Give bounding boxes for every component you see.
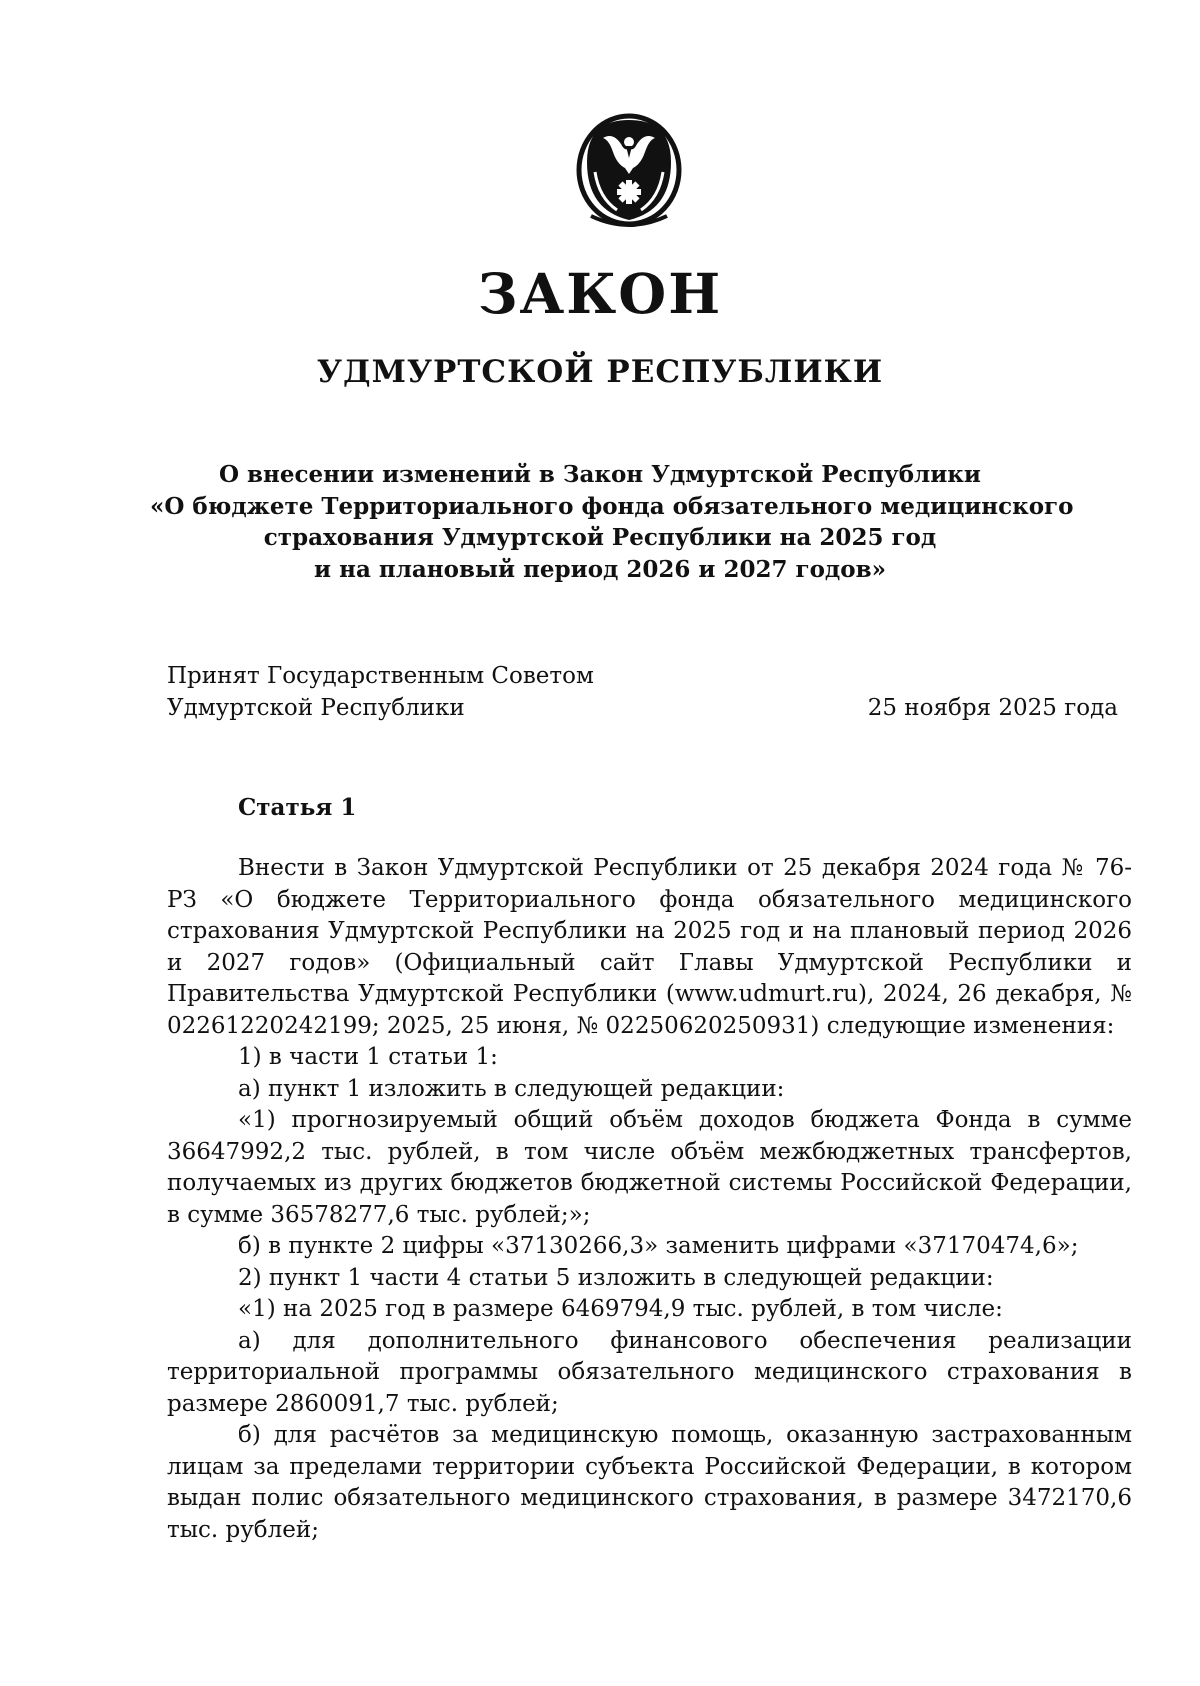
document-subtitle: УДМУРТСКОЙ РЕСПУБЛИКИ: [316, 354, 884, 390]
law-name-line: О внесении изменений в Закон Удмуртской Республики: [219, 461, 981, 488]
document-title: ЗАКОН: [477, 261, 723, 326]
paragraph: б) для расчётов за медицинскую помощь, оказанную застрахованным лицам за пределами территории субъекта Российской Федерации, в котором выдан полис обязательного медицинского страхования, в размере 3472170,6 тыс. рублей;: [167, 1422, 1132, 1543]
paragraph: «1) на 2025 год в размере 6469794,9 тыс. рублей, в том числе:: [238, 1296, 1003, 1322]
adopted-by-line: Удмуртской Республики: [167, 695, 465, 721]
article-heading: Статья 1: [238, 794, 357, 821]
coat-of-arms-icon: [573, 112, 685, 230]
law-name-line: страхования Удмуртской Республики на 2025 год: [263, 524, 937, 551]
paragraph: а) пункт 1 изложить в следующей редакции:: [238, 1075, 785, 1102]
adopted-by: [167, 660, 594, 724]
paragraph: а) для дополнительного финансового обеспечения реализации территориальной программы обязательного медицинского страхования в размере 2860091,7 тыс. рублей;: [167, 1327, 1132, 1417]
law-name: [150, 459, 1074, 585]
paragraph: б) в пункте 2 цифры «37130266,3» заменить цифрами «37170474,6»;: [238, 1233, 1079, 1259]
paragraph: Внести в Закон Удмуртской Республики от 25 декабря 2024 года № 76-РЗ «О бюджете Территориального фонда обязательного медицинского страхования Удмуртской Республики на 2025 год и на плановый период 2026 и 2027 годов» (Официальный сайт Главы Удмуртской Республики и Правительства Удмуртской Республики (www.udmurt.ru), 2024, 26 декабря, № 02261220242199; 2025, 25 июня, № 02250620250931) следующие изменения:: [167, 855, 1132, 1039]
adopted-date: 25 ноября 2025 года: [867, 695, 1118, 721]
paragraph: «1) прогнозируемый общий объём доходов бюджета Фонда в сумме 36647992,2 тыс. рублей, в том числе объём межбюджетных трансфертов, получаемых из других бюджетов бюджетной системы Российской Федерации, в сумме 36578277,6 тыс. рублей;»;: [167, 1107, 1132, 1228]
paragraph: 2) пункт 1 части 4 статьи 5 изложить в следующей редакции:: [238, 1264, 994, 1291]
article-body: [167, 853, 1132, 1546]
adopted-by-line: Принят Государственным Советом: [167, 663, 594, 689]
paragraph: 1) в части 1 статьи 1:: [238, 1044, 498, 1070]
law-name-line: «О бюджете Территориального фонда обязательного медицинского: [150, 492, 1074, 520]
law-name-line: и на плановый период 2026 и 2027 годов»: [314, 555, 886, 583]
